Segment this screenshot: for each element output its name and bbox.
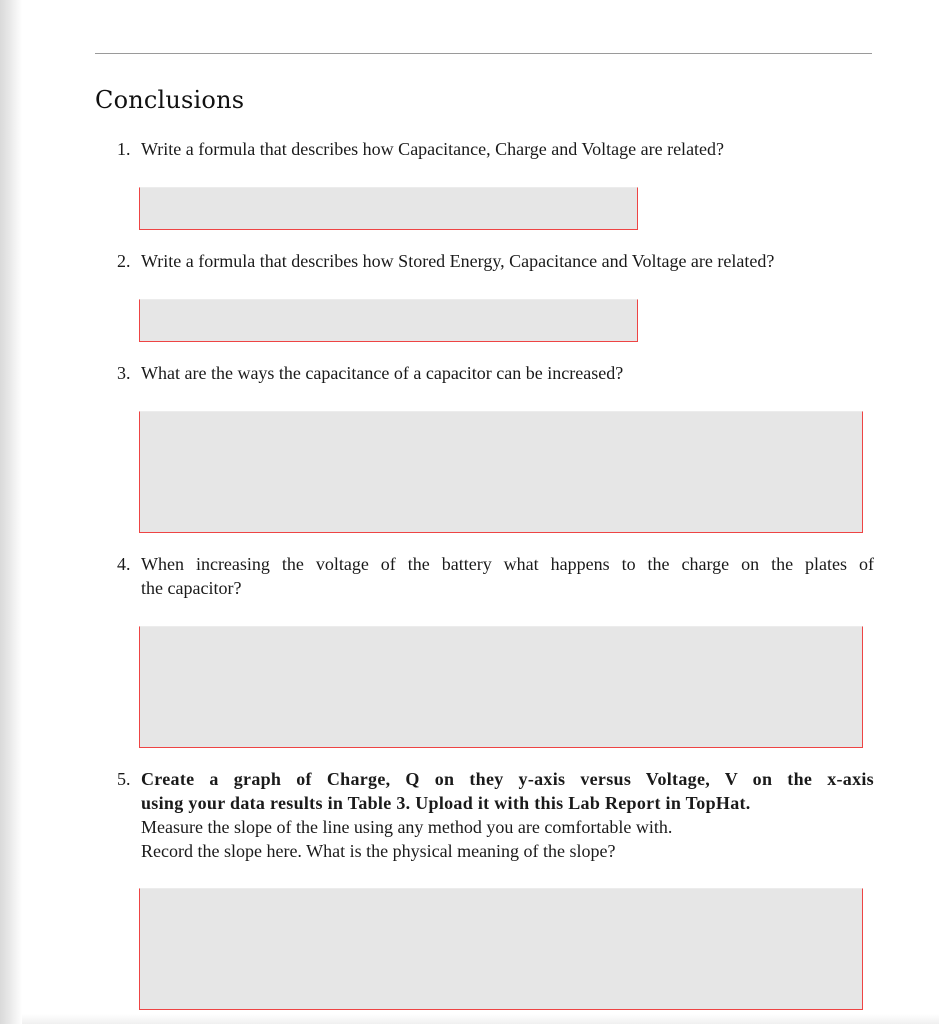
answer-field-2[interactable] — [139, 299, 638, 342]
question-text-line: When increasing the voltage of the battery what happens to the charge on the plates of — [141, 554, 874, 574]
question-text — [141, 767, 874, 863]
question-text-line: Measure the slope of the line using any method you are comfortable with. — [141, 817, 673, 837]
question-number: 2. — [117, 251, 131, 271]
page-bottom-shadow — [22, 1014, 939, 1024]
question-number: 3. — [117, 363, 131, 383]
question-text-line: the capacitor? — [141, 578, 242, 598]
answer-field-5[interactable] — [139, 888, 863, 1010]
page-edge-shadow — [0, 0, 22, 1024]
horizontal-rule — [95, 53, 872, 54]
question-number: 1. — [117, 139, 131, 159]
answer-field-3[interactable] — [139, 411, 863, 533]
question-text: What are the ways the capacitance of a capacitor can be increased? — [141, 363, 624, 383]
question-text — [141, 552, 874, 600]
question-number: 4. — [117, 554, 131, 574]
question-text: Write a formula that describes how Stored Energy, Capacitance and Voltage are related? — [141, 251, 775, 271]
question-text-line: Record the slope here. What is the physical meaning of the slope? — [141, 841, 616, 861]
section-title: Conclusions — [95, 86, 245, 114]
question-bold-line: Create a graph of Charge, Q on they y-axis versus Voltage, V on the x-axis — [141, 769, 874, 789]
question-bold-line: using your data results in Table 3. Upload it with this Lab Report in TopHat. — [141, 793, 751, 813]
question-number: 5. — [117, 769, 131, 789]
question-text: Write a formula that describes how Capacitance, Charge and Voltage are related? — [141, 139, 725, 159]
answer-field-1[interactable] — [139, 187, 638, 230]
answer-field-4[interactable] — [139, 626, 863, 748]
